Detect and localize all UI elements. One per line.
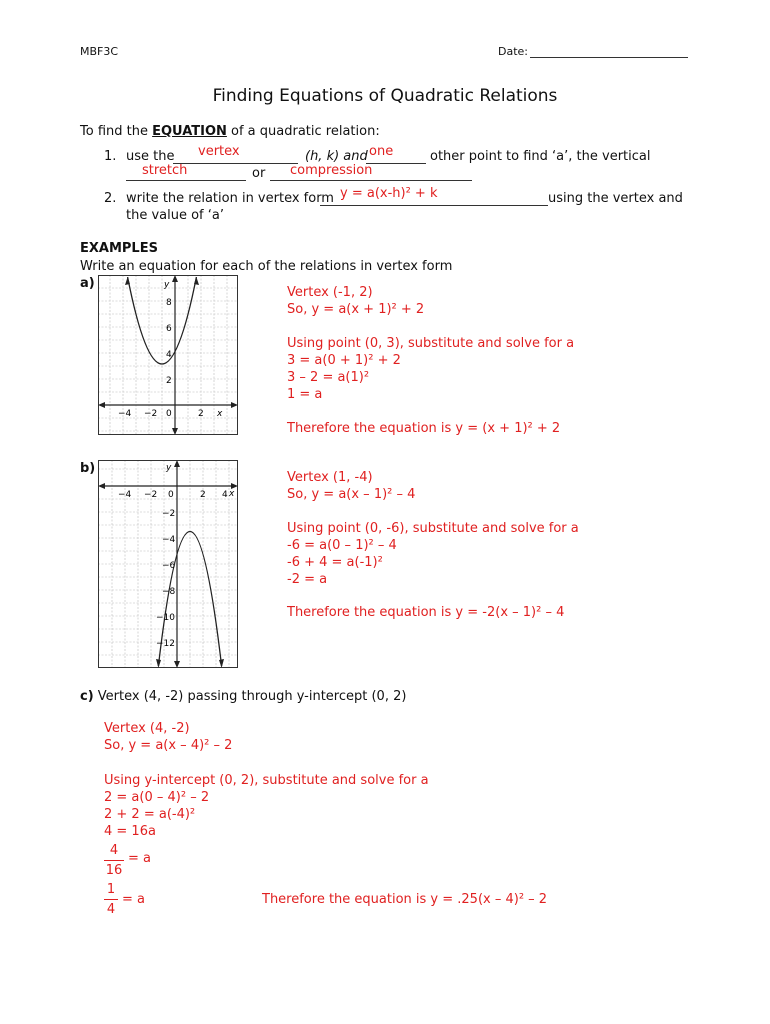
x-axis-label: x bbox=[229, 489, 235, 499]
a-line-4: 3 = a(0 + 1)² + 2 bbox=[287, 353, 401, 368]
a-line-5: 3 – 2 = a(1)² bbox=[287, 370, 370, 385]
c-line-3: Using y-intercept (0, 2), substitute and solve for a bbox=[104, 773, 429, 788]
graph-b bbox=[98, 460, 238, 668]
example-c-prompt: c) Vertex (4, -2) passing through y-intercept (0, 2) bbox=[80, 689, 407, 704]
fraction-numerator: 4 bbox=[109, 843, 119, 858]
y-axis-label: y bbox=[166, 463, 172, 473]
fraction-denominator: 4 bbox=[106, 902, 116, 917]
step1-rest: other point to find ‘a’, the vertical bbox=[430, 149, 651, 164]
fraction2-rhs: = a bbox=[122, 892, 145, 907]
a-line-1: Vertex (-1, 2) bbox=[287, 285, 373, 300]
c-conclusion: Therefore the equation is y = .25(x – 4)² – 2 bbox=[262, 892, 548, 907]
fraction-4-over-16 bbox=[104, 843, 124, 879]
vertex-answer: vertex bbox=[198, 144, 240, 159]
b-line-3: Using point (0, -6), substitute and solve for a bbox=[287, 521, 579, 536]
stretch-blank bbox=[126, 180, 246, 181]
examples-heading: EXAMPLES bbox=[80, 241, 158, 256]
step1-use: use the bbox=[126, 149, 175, 164]
x-axis-label: x bbox=[217, 409, 223, 419]
a-line-3: Using point (0, 3), substitute and solve for a bbox=[287, 336, 575, 351]
tick-x-neg4: −4 bbox=[118, 409, 132, 419]
tick-x-4: 4 bbox=[222, 490, 228, 500]
b-line-4: -6 = a(0 – 1)² – 4 bbox=[287, 538, 397, 553]
a-line-6: 1 = a bbox=[287, 387, 323, 402]
examples-instruction: Write an equation for each of the relations in vertex form bbox=[80, 259, 453, 274]
tick-y-neg6: −6 bbox=[162, 561, 176, 571]
tick-y-neg4: −4 bbox=[162, 535, 176, 545]
c-line-6: 4 = 16a bbox=[104, 824, 156, 839]
step1-number: 1. bbox=[104, 149, 117, 164]
a-conclusion: Therefore the equation is y = (x + 1)² + 2 bbox=[287, 421, 561, 436]
example-b-label: b) bbox=[80, 461, 96, 476]
tick-x-0: 0 bbox=[168, 490, 174, 500]
tick-y-neg12: −12 bbox=[156, 639, 175, 649]
tick-y-neg2: −2 bbox=[162, 509, 176, 519]
vertex-form-blank bbox=[320, 205, 548, 206]
fraction-denominator: 16 bbox=[105, 863, 123, 878]
c-line-4: 2 = a(0 – 4)² – 2 bbox=[104, 790, 210, 805]
step1-or: or bbox=[252, 166, 266, 181]
step1-hk: (h, k) and bbox=[305, 149, 368, 164]
course-code: MBF3C bbox=[80, 45, 119, 58]
step2-text: write the relation in vertex form bbox=[126, 191, 334, 206]
equation-emphasis: EQUATION bbox=[152, 124, 227, 139]
tick-y-6: 6 bbox=[166, 324, 172, 334]
stretch-answer: stretch bbox=[142, 163, 188, 178]
tick-x-neg2: −2 bbox=[144, 490, 158, 500]
tick-x-2: 2 bbox=[198, 409, 204, 419]
a-line-2: So, y = a(x + 1)² + 2 bbox=[287, 302, 425, 317]
one-answer: one bbox=[369, 144, 394, 159]
tick-y-neg8: −8 bbox=[162, 587, 176, 597]
fraction1-rhs: = a bbox=[128, 851, 151, 866]
b-line-6: -2 = a bbox=[287, 572, 328, 587]
one-blank bbox=[366, 163, 426, 164]
c-line-1: Vertex (4, -2) bbox=[104, 721, 190, 736]
tick-x-neg2: −2 bbox=[144, 409, 158, 419]
tick-x-neg4: −4 bbox=[118, 490, 132, 500]
vertex-form-answer: y = a(x-h)² + k bbox=[340, 186, 438, 201]
date-label: Date: bbox=[498, 45, 528, 58]
example-a-label: a) bbox=[80, 276, 95, 291]
b-conclusion: Therefore the equation is y = -2(x – 1)² – 4 bbox=[287, 605, 565, 620]
tick-x-0: 0 bbox=[166, 409, 172, 419]
tick-y-4: 4 bbox=[166, 350, 172, 360]
tick-y-2: 2 bbox=[166, 376, 172, 386]
fraction-numerator: 1 bbox=[106, 882, 116, 897]
graph-a bbox=[98, 275, 238, 435]
tick-y-neg10: −10 bbox=[156, 613, 175, 623]
fraction-1-over-4 bbox=[104, 882, 118, 918]
step2-rest: using the vertex and bbox=[548, 191, 683, 206]
tick-y-8: 8 bbox=[166, 298, 172, 308]
b-line-2: So, y = a(x – 1)² – 4 bbox=[287, 487, 416, 502]
date-blank bbox=[530, 57, 688, 58]
compression-answer: compression bbox=[290, 163, 373, 178]
example-c-label: c) bbox=[80, 689, 94, 704]
step2-line2: the value of ‘a’ bbox=[126, 208, 225, 223]
b-line-1: Vertex (1, -4) bbox=[287, 470, 373, 485]
c-line-5: 2 + 2 = a(-4)² bbox=[104, 807, 196, 822]
compression-blank bbox=[270, 180, 472, 181]
page-title: Finding Equations of Quadratic Relations bbox=[212, 86, 558, 106]
step2-number: 2. bbox=[104, 191, 117, 206]
vertex-blank bbox=[173, 163, 298, 164]
intro-text: To find the EQUATION of a quadratic relation: bbox=[80, 124, 380, 139]
c-line-2: So, y = a(x – 4)² – 2 bbox=[104, 738, 233, 753]
y-axis-label: y bbox=[164, 280, 170, 290]
b-line-5: -6 + 4 = a(-1)² bbox=[287, 555, 383, 570]
tick-x-2: 2 bbox=[200, 490, 206, 500]
